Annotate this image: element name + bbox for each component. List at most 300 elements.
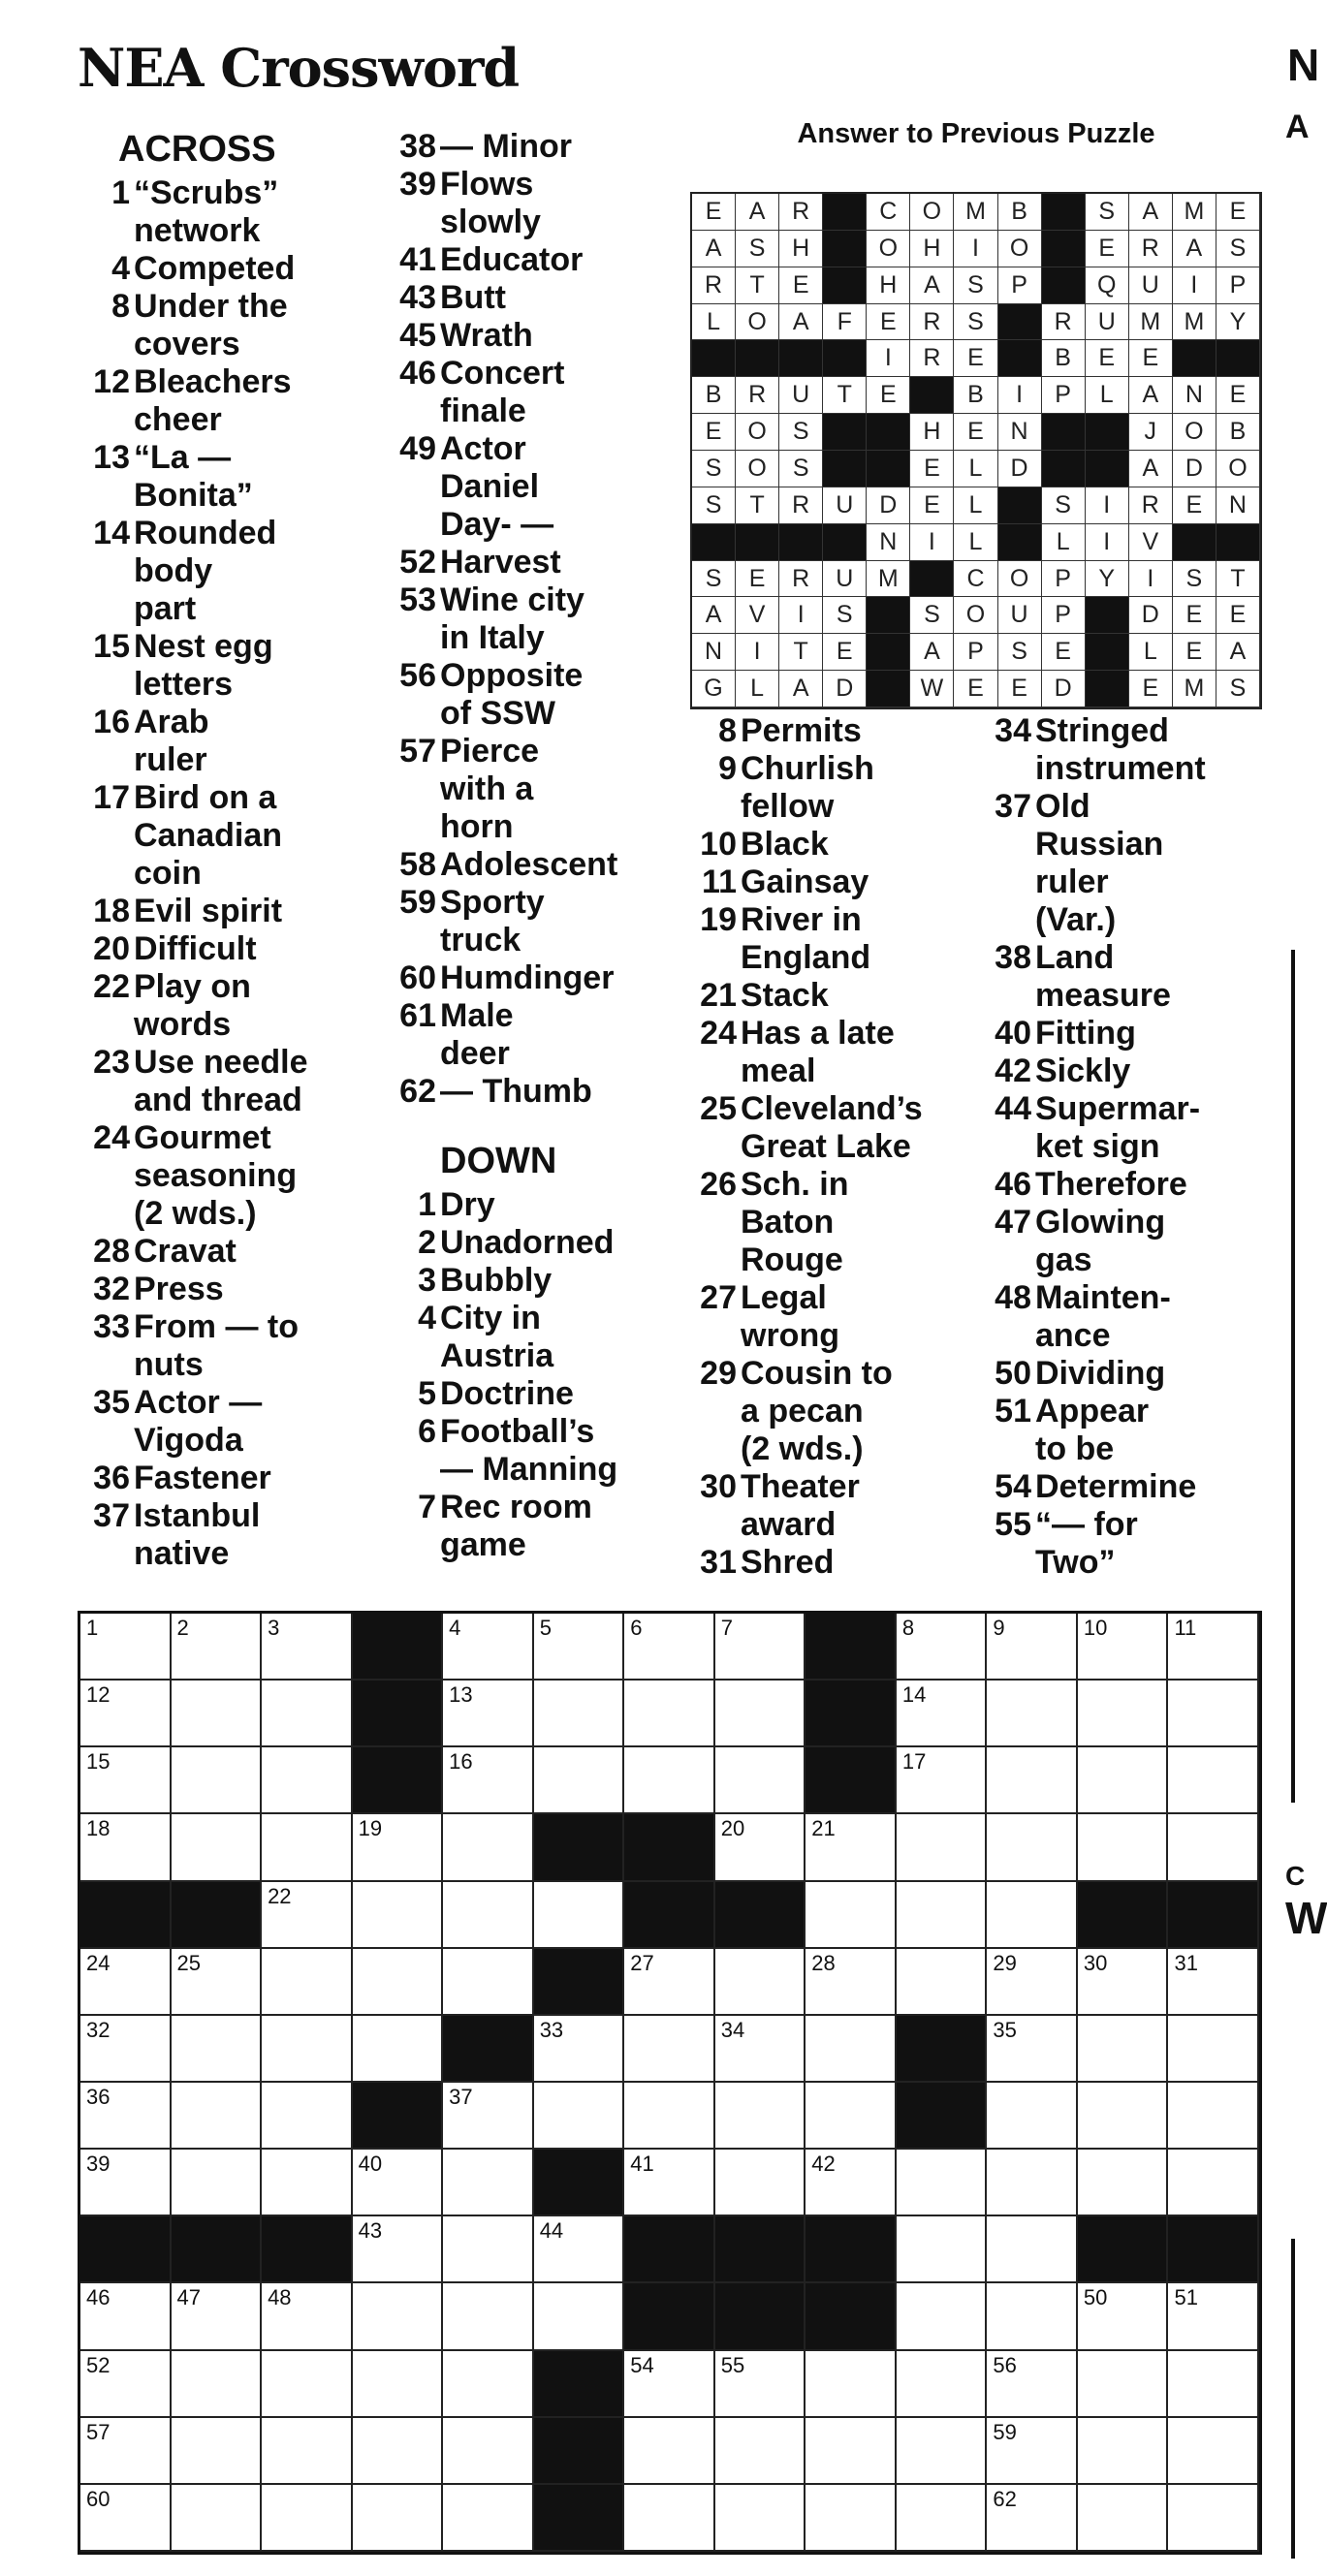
grid-cell[interactable] — [353, 2216, 444, 2283]
grid-cell[interactable] — [624, 2150, 715, 2216]
grid-cell[interactable] — [806, 2418, 897, 2485]
grid-cell[interactable] — [443, 2083, 534, 2150]
grid-cell[interactable] — [897, 2283, 988, 2350]
clue-item — [380, 997, 671, 1073]
grid-cell[interactable] — [1078, 2351, 1169, 2418]
grid-cell[interactable] — [1078, 1747, 1169, 1814]
grid-cell[interactable] — [897, 2418, 988, 2485]
grid-cell[interactable] — [172, 1814, 263, 1881]
grid-cell[interactable] — [80, 2016, 172, 2083]
clue-line: Competed — [134, 250, 296, 287]
grid-cell[interactable] — [715, 2016, 806, 2083]
grid-cell[interactable] — [172, 1681, 263, 1747]
clue-text — [436, 884, 671, 959]
grid-cell[interactable] — [987, 2016, 1078, 2083]
answer-cell: L — [1086, 377, 1129, 414]
answer-cell: E — [692, 194, 736, 231]
clue-text — [1031, 1279, 1266, 1355]
clue-line: Bleachers — [134, 363, 292, 400]
grid-cell[interactable] — [443, 1614, 534, 1681]
clue-line: ruler — [1035, 864, 1109, 900]
grid-cell[interactable] — [987, 2150, 1078, 2216]
clue-text — [130, 968, 380, 1044]
answer-block — [867, 634, 910, 671]
clue-item — [79, 779, 380, 893]
clue-item — [79, 1119, 380, 1233]
grid-block — [624, 1882, 715, 1949]
clue-text — [436, 430, 671, 544]
answer-cell: V — [1129, 524, 1173, 561]
grid-cell[interactable] — [534, 2083, 625, 2150]
grid-cell[interactable] — [624, 2016, 715, 2083]
grid-cell[interactable] — [1078, 1681, 1169, 1747]
grid-cell[interactable] — [1168, 2283, 1259, 2350]
grid-cell[interactable] — [443, 1814, 534, 1881]
clue-line: Glowing — [1035, 1204, 1166, 1241]
answer-cell: E — [954, 671, 997, 707]
grid-cell[interactable] — [353, 2418, 444, 2485]
answer-cell: N — [1173, 377, 1216, 414]
grid-block — [353, 1681, 444, 1747]
grid-cell[interactable] — [897, 2216, 988, 2283]
grid-number: 35 — [993, 2017, 1017, 2042]
clue-item — [380, 128, 671, 166]
clue-number: 7 — [418, 1489, 436, 1525]
clue-line: (Var.) — [1035, 901, 1117, 938]
edge-text-second: A — [1285, 109, 1310, 145]
grid-cell[interactable] — [262, 2083, 353, 2150]
grid-block — [806, 2283, 897, 2350]
clue-text — [130, 704, 380, 779]
grid-cell[interactable] — [80, 2083, 172, 2150]
grid-number: 4 — [449, 1616, 461, 1640]
clue-line: Fastener — [134, 1460, 271, 1496]
grid-cell[interactable] — [1168, 2418, 1259, 2485]
grid-cell[interactable] — [80, 2485, 172, 2552]
grid-cell[interactable] — [987, 2216, 1078, 2283]
clue-line: Cousin to — [741, 1355, 893, 1392]
grid-number: 59 — [993, 2419, 1017, 2444]
clue-text — [130, 1497, 380, 1573]
grid-cell[interactable] — [443, 2351, 534, 2418]
grid-block — [897, 2083, 988, 2150]
clue-line: Arab — [134, 704, 209, 740]
grid-cell[interactable] — [715, 2351, 806, 2418]
answer-cell: E — [954, 340, 997, 377]
grid-cell[interactable] — [897, 2485, 988, 2552]
answer-block — [910, 377, 954, 414]
clue-item — [79, 704, 380, 779]
grid-cell[interactable] — [172, 2485, 263, 2552]
clue-line: Vigoda — [134, 1422, 243, 1459]
answer-cell: S — [736, 231, 779, 267]
grid-number: 16 — [449, 1749, 473, 1775]
clue-line: Old — [1035, 788, 1090, 825]
answer-cell: Y — [1216, 304, 1260, 341]
clue-line: — Minor — [440, 128, 572, 165]
grid-cell[interactable] — [715, 2150, 806, 2216]
clue-text — [436, 1413, 671, 1489]
grid-cell[interactable] — [1168, 2083, 1259, 2150]
grid-cell[interactable] — [1168, 2351, 1259, 2418]
grid-cell[interactable] — [1078, 2083, 1169, 2150]
grid-number: 11 — [1174, 1616, 1197, 1640]
clue-number: 55 — [995, 1506, 1031, 1543]
clue-item — [380, 884, 671, 959]
clue-line: Istanbul — [134, 1497, 261, 1534]
grid-cell[interactable] — [715, 2418, 806, 2485]
grid-cell[interactable] — [1168, 2485, 1259, 2552]
grid-cell[interactable] — [534, 2283, 625, 2350]
answer-cell: T — [736, 267, 779, 304]
answer-cell: L — [1129, 634, 1173, 671]
clue-text — [1031, 1204, 1266, 1279]
clue-number: 45 — [399, 317, 436, 354]
grid-cell[interactable] — [1168, 1681, 1259, 1747]
grid-cell[interactable] — [987, 1814, 1078, 1881]
grid-number: 39 — [86, 2152, 111, 2177]
grid-cell[interactable] — [262, 1814, 353, 1881]
grid-cell[interactable] — [897, 2150, 988, 2216]
answer-cell: E — [1129, 340, 1173, 377]
clue-number: 60 — [399, 959, 436, 996]
answer-cell: M — [1129, 304, 1173, 341]
answer-cell: S — [1173, 561, 1216, 598]
answer-block — [998, 340, 1042, 377]
grid-cell[interactable] — [172, 2016, 263, 2083]
clue-line: Press — [134, 1271, 224, 1307]
answer-cell: D — [1042, 671, 1086, 707]
clue-line: ket sign — [1035, 1128, 1160, 1165]
grid-cell[interactable] — [353, 1814, 444, 1881]
clue-item — [79, 288, 380, 363]
grid-cell[interactable] — [897, 1614, 988, 1681]
grid-cell[interactable] — [262, 2418, 353, 2485]
answer-cell: S — [779, 451, 823, 487]
grid-cell[interactable] — [262, 1614, 353, 1681]
grid-number: 29 — [993, 1950, 1017, 1975]
clue-number: 34 — [995, 712, 1031, 749]
grid-cell[interactable] — [172, 2351, 263, 2418]
grid-cell[interactable] — [715, 1681, 806, 1747]
clue-text — [737, 1166, 981, 1279]
grid-cell[interactable] — [262, 1681, 353, 1747]
grid-block — [624, 1814, 715, 1881]
grid-cell[interactable] — [80, 2283, 172, 2350]
grid-cell[interactable] — [1168, 2016, 1259, 2083]
grid-cell[interactable] — [534, 1882, 625, 1949]
answer-block — [998, 487, 1042, 524]
clue-line: (2 wds.) — [741, 1430, 864, 1467]
grid-cell[interactable] — [534, 2216, 625, 2283]
clue-number: 37 — [995, 788, 1031, 825]
clue-text — [130, 1271, 380, 1308]
clue-line: fellow — [741, 788, 835, 825]
grid-cell[interactable] — [806, 2016, 897, 2083]
grid-cell[interactable] — [262, 2016, 353, 2083]
grid-cell[interactable] — [987, 1614, 1078, 1681]
clue-number: 30 — [700, 1468, 737, 1505]
grid-cell[interactable] — [262, 2485, 353, 2552]
answer-cell: R — [736, 377, 779, 414]
clue-line: wrong — [741, 1317, 839, 1354]
clue-line: Dry — [440, 1186, 495, 1223]
answer-cell: P — [1216, 267, 1260, 304]
grid-cell[interactable] — [262, 2150, 353, 2216]
grid-cell[interactable] — [443, 2216, 534, 2283]
clue-item — [79, 1460, 380, 1497]
clue-line: Wine city — [440, 581, 585, 618]
grid-cell[interactable] — [262, 2283, 353, 2350]
grid-cell[interactable] — [806, 2485, 897, 2552]
grid-cell[interactable] — [80, 2351, 172, 2418]
clue-line: Football’s — [440, 1413, 595, 1450]
clue-line: Land — [1035, 939, 1115, 976]
grid-cell[interactable] — [987, 1681, 1078, 1747]
clue-item — [975, 939, 1266, 1015]
grid-cell[interactable] — [443, 2150, 534, 2216]
grid-cell[interactable] — [897, 1814, 988, 1881]
grid-cell[interactable] — [624, 2418, 715, 2485]
grid-cell[interactable] — [353, 2150, 444, 2216]
answer-cell: R — [1129, 487, 1173, 524]
grid-cell[interactable] — [987, 2418, 1078, 2485]
answer-cell: H — [867, 267, 910, 304]
clue-line: Austria — [440, 1337, 554, 1374]
answer-block — [692, 340, 736, 377]
answer-cell: B — [1042, 340, 1086, 377]
grid-cell[interactable] — [806, 2150, 897, 2216]
grid-cell[interactable] — [715, 1747, 806, 1814]
clue-line: Opposite — [440, 657, 584, 694]
clue-number: 24 — [93, 1119, 130, 1156]
grid-cell[interactable] — [897, 1949, 988, 2016]
grid-number: 13 — [449, 1682, 473, 1708]
answer-cell: M — [1173, 304, 1216, 341]
grid-number: 34 — [720, 2017, 745, 2042]
grid-cell[interactable] — [80, 1681, 172, 1747]
clue-text — [436, 128, 671, 166]
grid-cell[interactable] — [172, 1614, 263, 1681]
grid-cell[interactable] — [443, 1882, 534, 1949]
answer-cell: I — [1086, 487, 1129, 524]
grid-cell[interactable] — [987, 2283, 1078, 2350]
clue-text — [737, 826, 981, 864]
grid-cell[interactable] — [987, 1747, 1078, 1814]
grid-cell[interactable] — [1078, 2283, 1169, 2350]
grid-cell[interactable] — [172, 2283, 263, 2350]
grid-cell[interactable] — [443, 1681, 534, 1747]
clue-line: Evil spirit — [134, 893, 283, 929]
grid-cell[interactable] — [1078, 2485, 1169, 2552]
grid-cell[interactable] — [80, 2150, 172, 2216]
grid-cell[interactable] — [1078, 2016, 1169, 2083]
grid-cell[interactable] — [262, 1747, 353, 1814]
answer-cell: F — [823, 304, 867, 341]
clue-text — [737, 977, 981, 1015]
grid-cell[interactable] — [262, 1949, 353, 2016]
grid-cell[interactable] — [624, 1949, 715, 2016]
grid-block — [624, 2283, 715, 2350]
grid-block — [806, 1681, 897, 1747]
grid-cell[interactable] — [1078, 1814, 1169, 1881]
clue-line: Fitting — [1035, 1015, 1136, 1052]
grid-cell[interactable] — [534, 1614, 625, 1681]
grid-number: 20 — [720, 1816, 745, 1841]
grid-cell[interactable] — [987, 1882, 1078, 1949]
grid-cell[interactable] — [534, 1747, 625, 1814]
grid-cell[interactable] — [443, 1747, 534, 1814]
grid-cell[interactable] — [80, 1814, 172, 1881]
grid-cell[interactable] — [1168, 1614, 1259, 1681]
clue-number: 28 — [93, 1233, 130, 1270]
answer-cell: M — [867, 561, 910, 598]
grid-cell[interactable] — [1078, 1949, 1169, 2016]
grid-cell[interactable] — [624, 1681, 715, 1747]
grid-cell[interactable] — [353, 2351, 444, 2418]
grid-cell[interactable] — [806, 1949, 897, 2016]
answer-block — [823, 451, 867, 487]
answer-cell: M — [1173, 671, 1216, 707]
clue-line: Churlish — [741, 750, 874, 787]
grid-cell[interactable] — [715, 1614, 806, 1681]
answer-cell: I — [998, 377, 1042, 414]
grid-number: 18 — [86, 1816, 111, 1841]
grid-cell[interactable] — [80, 2418, 172, 2485]
grid-cell[interactable] — [80, 1614, 172, 1681]
answer-cell: T — [779, 634, 823, 671]
clue-item — [380, 317, 671, 355]
grid-cell[interactable] — [172, 2150, 263, 2216]
grid-number: 44 — [539, 2218, 564, 2244]
grid-cell[interactable] — [1168, 1814, 1259, 1881]
previous-puzzle-title: Answer to Previous Puzzle — [797, 118, 1155, 149]
grid-number: 51 — [1174, 2285, 1198, 2310]
grid-cell[interactable] — [172, 2083, 263, 2150]
grid-cell[interactable] — [1168, 2150, 1259, 2216]
grid-number: 47 — [176, 2285, 202, 2310]
grid-block — [806, 2216, 897, 2283]
grid-cell[interactable] — [443, 2283, 534, 2350]
clue-text — [436, 1262, 671, 1300]
grid-cell[interactable] — [1078, 2150, 1169, 2216]
grid-cell[interactable] — [897, 1681, 988, 1747]
grid-cell[interactable] — [624, 2485, 715, 2552]
grid-cell[interactable] — [172, 1949, 263, 2016]
grid-cell[interactable] — [715, 2083, 806, 2150]
grid-cell[interactable] — [987, 2351, 1078, 2418]
grid-cell[interactable] — [1168, 1949, 1259, 2016]
grid-cell[interactable] — [715, 2485, 806, 2552]
answer-cell: U — [823, 561, 867, 598]
clue-item — [975, 1015, 1266, 1052]
clue-text — [130, 1119, 380, 1233]
clue-number: 58 — [399, 846, 436, 883]
answer-block — [823, 524, 867, 561]
clue-item — [680, 1355, 981, 1468]
answer-block — [1042, 194, 1086, 231]
clue-line: Supermar- — [1035, 1090, 1201, 1127]
grid-cell[interactable] — [443, 2418, 534, 2485]
grid-cell[interactable] — [353, 2016, 444, 2083]
clue-number: 14 — [93, 515, 130, 551]
grid-cell[interactable] — [1168, 1747, 1259, 1814]
grid-cell[interactable] — [353, 2485, 444, 2552]
grid-cell[interactable] — [353, 2283, 444, 2350]
grid-number: 14 — [901, 1682, 927, 1708]
answer-block — [823, 340, 867, 377]
grid-cell[interactable] — [806, 1814, 897, 1881]
grid-cell[interactable] — [172, 1747, 263, 1814]
grid-cell[interactable] — [80, 1949, 172, 2016]
clue-line: measure — [1035, 977, 1171, 1014]
clue-line: Play on — [134, 968, 251, 1005]
clue-line: (2 wds.) — [134, 1195, 257, 1232]
clue-text — [436, 581, 671, 657]
grid-cell[interactable] — [806, 1882, 897, 1949]
clue-text — [436, 279, 671, 317]
grid-cell[interactable] — [1078, 2418, 1169, 2485]
clue-number: 11 — [702, 864, 737, 900]
grid-cell[interactable] — [80, 1747, 172, 1814]
clue-line: Male — [440, 997, 514, 1034]
grid-cell[interactable] — [897, 1882, 988, 1949]
answer-cell: U — [998, 597, 1042, 634]
grid-cell[interactable] — [715, 1814, 806, 1881]
answer-block — [779, 340, 823, 377]
clue-number: 49 — [399, 430, 436, 467]
grid-cell[interactable] — [987, 2083, 1078, 2150]
answer-block — [1086, 597, 1129, 634]
grid-cell[interactable] — [806, 2083, 897, 2150]
grid-cell[interactable] — [806, 2351, 897, 2418]
grid-cell[interactable] — [443, 1949, 534, 2016]
grid-cell[interactable] — [987, 1949, 1078, 2016]
grid-cell[interactable] — [715, 1949, 806, 2016]
grid-cell[interactable] — [262, 2351, 353, 2418]
grid-number: 6 — [630, 1616, 643, 1640]
clue-line: Theater — [741, 1468, 860, 1505]
clue-text — [130, 439, 380, 515]
grid-cell[interactable] — [353, 1882, 444, 1949]
clue-line: England — [741, 939, 871, 976]
grid-cell[interactable] — [534, 1681, 625, 1747]
grid-cell[interactable] — [624, 2351, 715, 2418]
clue-number: 57 — [399, 733, 436, 770]
clue-number: 46 — [399, 355, 436, 392]
clue-item — [79, 1044, 380, 1119]
grid-cell[interactable] — [353, 1949, 444, 2016]
clue-number: 42 — [995, 1052, 1031, 1089]
grid-cell[interactable] — [262, 1882, 353, 1949]
clue-line: Unadorned — [440, 1224, 615, 1261]
clue-text — [1031, 1355, 1266, 1393]
clue-text — [130, 1233, 380, 1271]
clue-line: Pierce — [440, 733, 540, 770]
clue-item — [680, 1279, 981, 1355]
grid-cell[interactable] — [624, 1614, 715, 1681]
grid-block — [1078, 1882, 1169, 1949]
grid-cell[interactable] — [987, 2485, 1078, 2552]
grid-cell[interactable] — [624, 2083, 715, 2150]
grid-cell[interactable] — [1078, 1614, 1169, 1681]
grid-cell[interactable] — [172, 2418, 263, 2485]
grid-cell[interactable] — [624, 1747, 715, 1814]
grid-cell[interactable] — [443, 2485, 534, 2552]
grid-cell[interactable] — [897, 2351, 988, 2418]
grid-cell[interactable] — [897, 1747, 988, 1814]
grid-cell[interactable] — [534, 2016, 625, 2083]
